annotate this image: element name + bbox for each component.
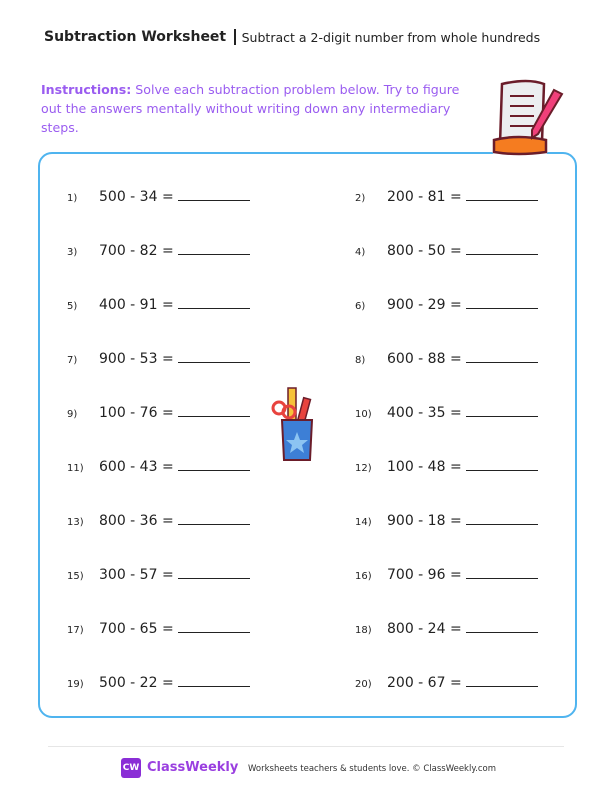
problem-number: 16) <box>355 571 372 582</box>
answer-blank[interactable] <box>466 294 538 309</box>
problem-5 <box>67 294 250 313</box>
problem-18 <box>355 618 538 637</box>
answer-blank[interactable] <box>178 510 250 525</box>
problem-expression: 800 - 50 = <box>387 243 462 259</box>
answer-blank[interactable] <box>178 294 250 309</box>
problem-expression: 500 - 34 = <box>99 189 174 205</box>
problem-number: 20) <box>355 679 372 690</box>
answer-blank[interactable] <box>466 564 538 579</box>
problem-19 <box>67 672 250 691</box>
problem-20 <box>355 672 538 691</box>
answer-blank[interactable] <box>466 240 538 255</box>
problem-expression: 600 - 43 = <box>99 459 174 475</box>
problem-expression: 100 - 76 = <box>99 405 174 421</box>
answer-blank[interactable] <box>466 186 538 201</box>
worksheet-subtitle: Subtract a 2-digit number from whole hundreds <box>241 29 541 45</box>
answer-blank[interactable] <box>466 510 538 525</box>
problem-number: 11) <box>67 463 84 474</box>
problem-6 <box>355 294 538 313</box>
answer-blank[interactable] <box>466 672 538 687</box>
problem-10 <box>355 402 538 421</box>
problem-number: 5) <box>67 301 78 312</box>
answer-blank[interactable] <box>178 240 250 255</box>
problem-13 <box>67 510 250 529</box>
problem-17 <box>67 618 250 637</box>
problem-number: 1) <box>67 193 78 204</box>
classweekly-logo: CW <box>121 758 141 778</box>
problem-expression: 400 - 35 = <box>387 405 462 421</box>
divider <box>234 29 236 45</box>
problem-expression: 600 - 88 = <box>387 351 462 367</box>
answer-blank[interactable] <box>466 618 538 633</box>
problem-16 <box>355 564 538 583</box>
problem-number: 12) <box>355 463 372 474</box>
problem-number: 18) <box>355 625 372 636</box>
problem-expression: 100 - 48 = <box>387 459 462 475</box>
paper-pen-icon <box>488 78 570 160</box>
answer-blank[interactable] <box>466 402 538 417</box>
problem-14 <box>355 510 538 529</box>
answer-blank[interactable] <box>466 348 538 363</box>
problem-expression: 900 - 18 = <box>387 513 462 529</box>
pencil-cup-icon <box>270 386 322 464</box>
problem-expression: 500 - 22 = <box>99 675 174 691</box>
instructions-text: Solve each subtraction problem below. Try to figure out the answers mentally without writing down any intermediary steps. <box>41 82 460 135</box>
problem-number: 17) <box>67 625 84 636</box>
brand-name: ClassWeekly <box>147 760 239 775</box>
problem-number: 14) <box>355 517 372 528</box>
answer-blank[interactable] <box>466 456 538 471</box>
problem-number: 4) <box>355 247 366 258</box>
answer-blank[interactable] <box>178 456 250 471</box>
problem-number: 13) <box>67 517 84 528</box>
instructions-label: Instructions: <box>41 82 132 97</box>
problem-15 <box>67 564 250 583</box>
problem-9 <box>67 402 250 421</box>
problem-expression: 200 - 67 = <box>387 675 462 691</box>
problem-expression: 900 - 53 = <box>99 351 174 367</box>
problem-4 <box>355 240 538 259</box>
instructions <box>41 80 481 137</box>
problem-number: 3) <box>67 247 78 258</box>
problem-number: 19) <box>67 679 84 690</box>
problem-3 <box>67 240 250 259</box>
problem-expression: 200 - 81 = <box>387 189 462 205</box>
problem-number: 6) <box>355 301 366 312</box>
problem-expression: 900 - 29 = <box>387 297 462 313</box>
problem-expression: 400 - 91 = <box>99 297 174 313</box>
answer-blank[interactable] <box>178 186 250 201</box>
worksheet-title: Subtraction Worksheet <box>44 29 227 45</box>
problem-1 <box>67 186 250 205</box>
problem-expression: 700 - 82 = <box>99 243 174 259</box>
problem-expression: 800 - 24 = <box>387 621 462 637</box>
problem-expression: 700 - 96 = <box>387 567 462 583</box>
problem-2 <box>355 186 538 205</box>
answer-blank[interactable] <box>178 618 250 633</box>
answer-blank[interactable] <box>178 672 250 687</box>
problem-expression: 800 - 36 = <box>99 513 174 529</box>
problem-8 <box>355 348 538 367</box>
problem-number: 9) <box>67 409 78 420</box>
problem-expression: 700 - 65 = <box>99 621 174 637</box>
header <box>44 29 540 45</box>
answer-blank[interactable] <box>178 564 250 579</box>
footer-tagline: Worksheets teachers & students love. © ClassWeekly.com <box>248 764 497 774</box>
problem-number: 2) <box>355 193 366 204</box>
problem-7 <box>67 348 250 367</box>
problem-number: 8) <box>355 355 366 366</box>
problem-number: 15) <box>67 571 84 582</box>
answer-blank[interactable] <box>178 348 250 363</box>
problem-11 <box>67 456 250 475</box>
answer-blank[interactable] <box>178 402 250 417</box>
problem-number: 7) <box>67 355 78 366</box>
footer-divider <box>48 746 564 747</box>
problem-expression: 300 - 57 = <box>99 567 174 583</box>
problem-12 <box>355 456 538 475</box>
problem-number: 10) <box>355 409 372 420</box>
